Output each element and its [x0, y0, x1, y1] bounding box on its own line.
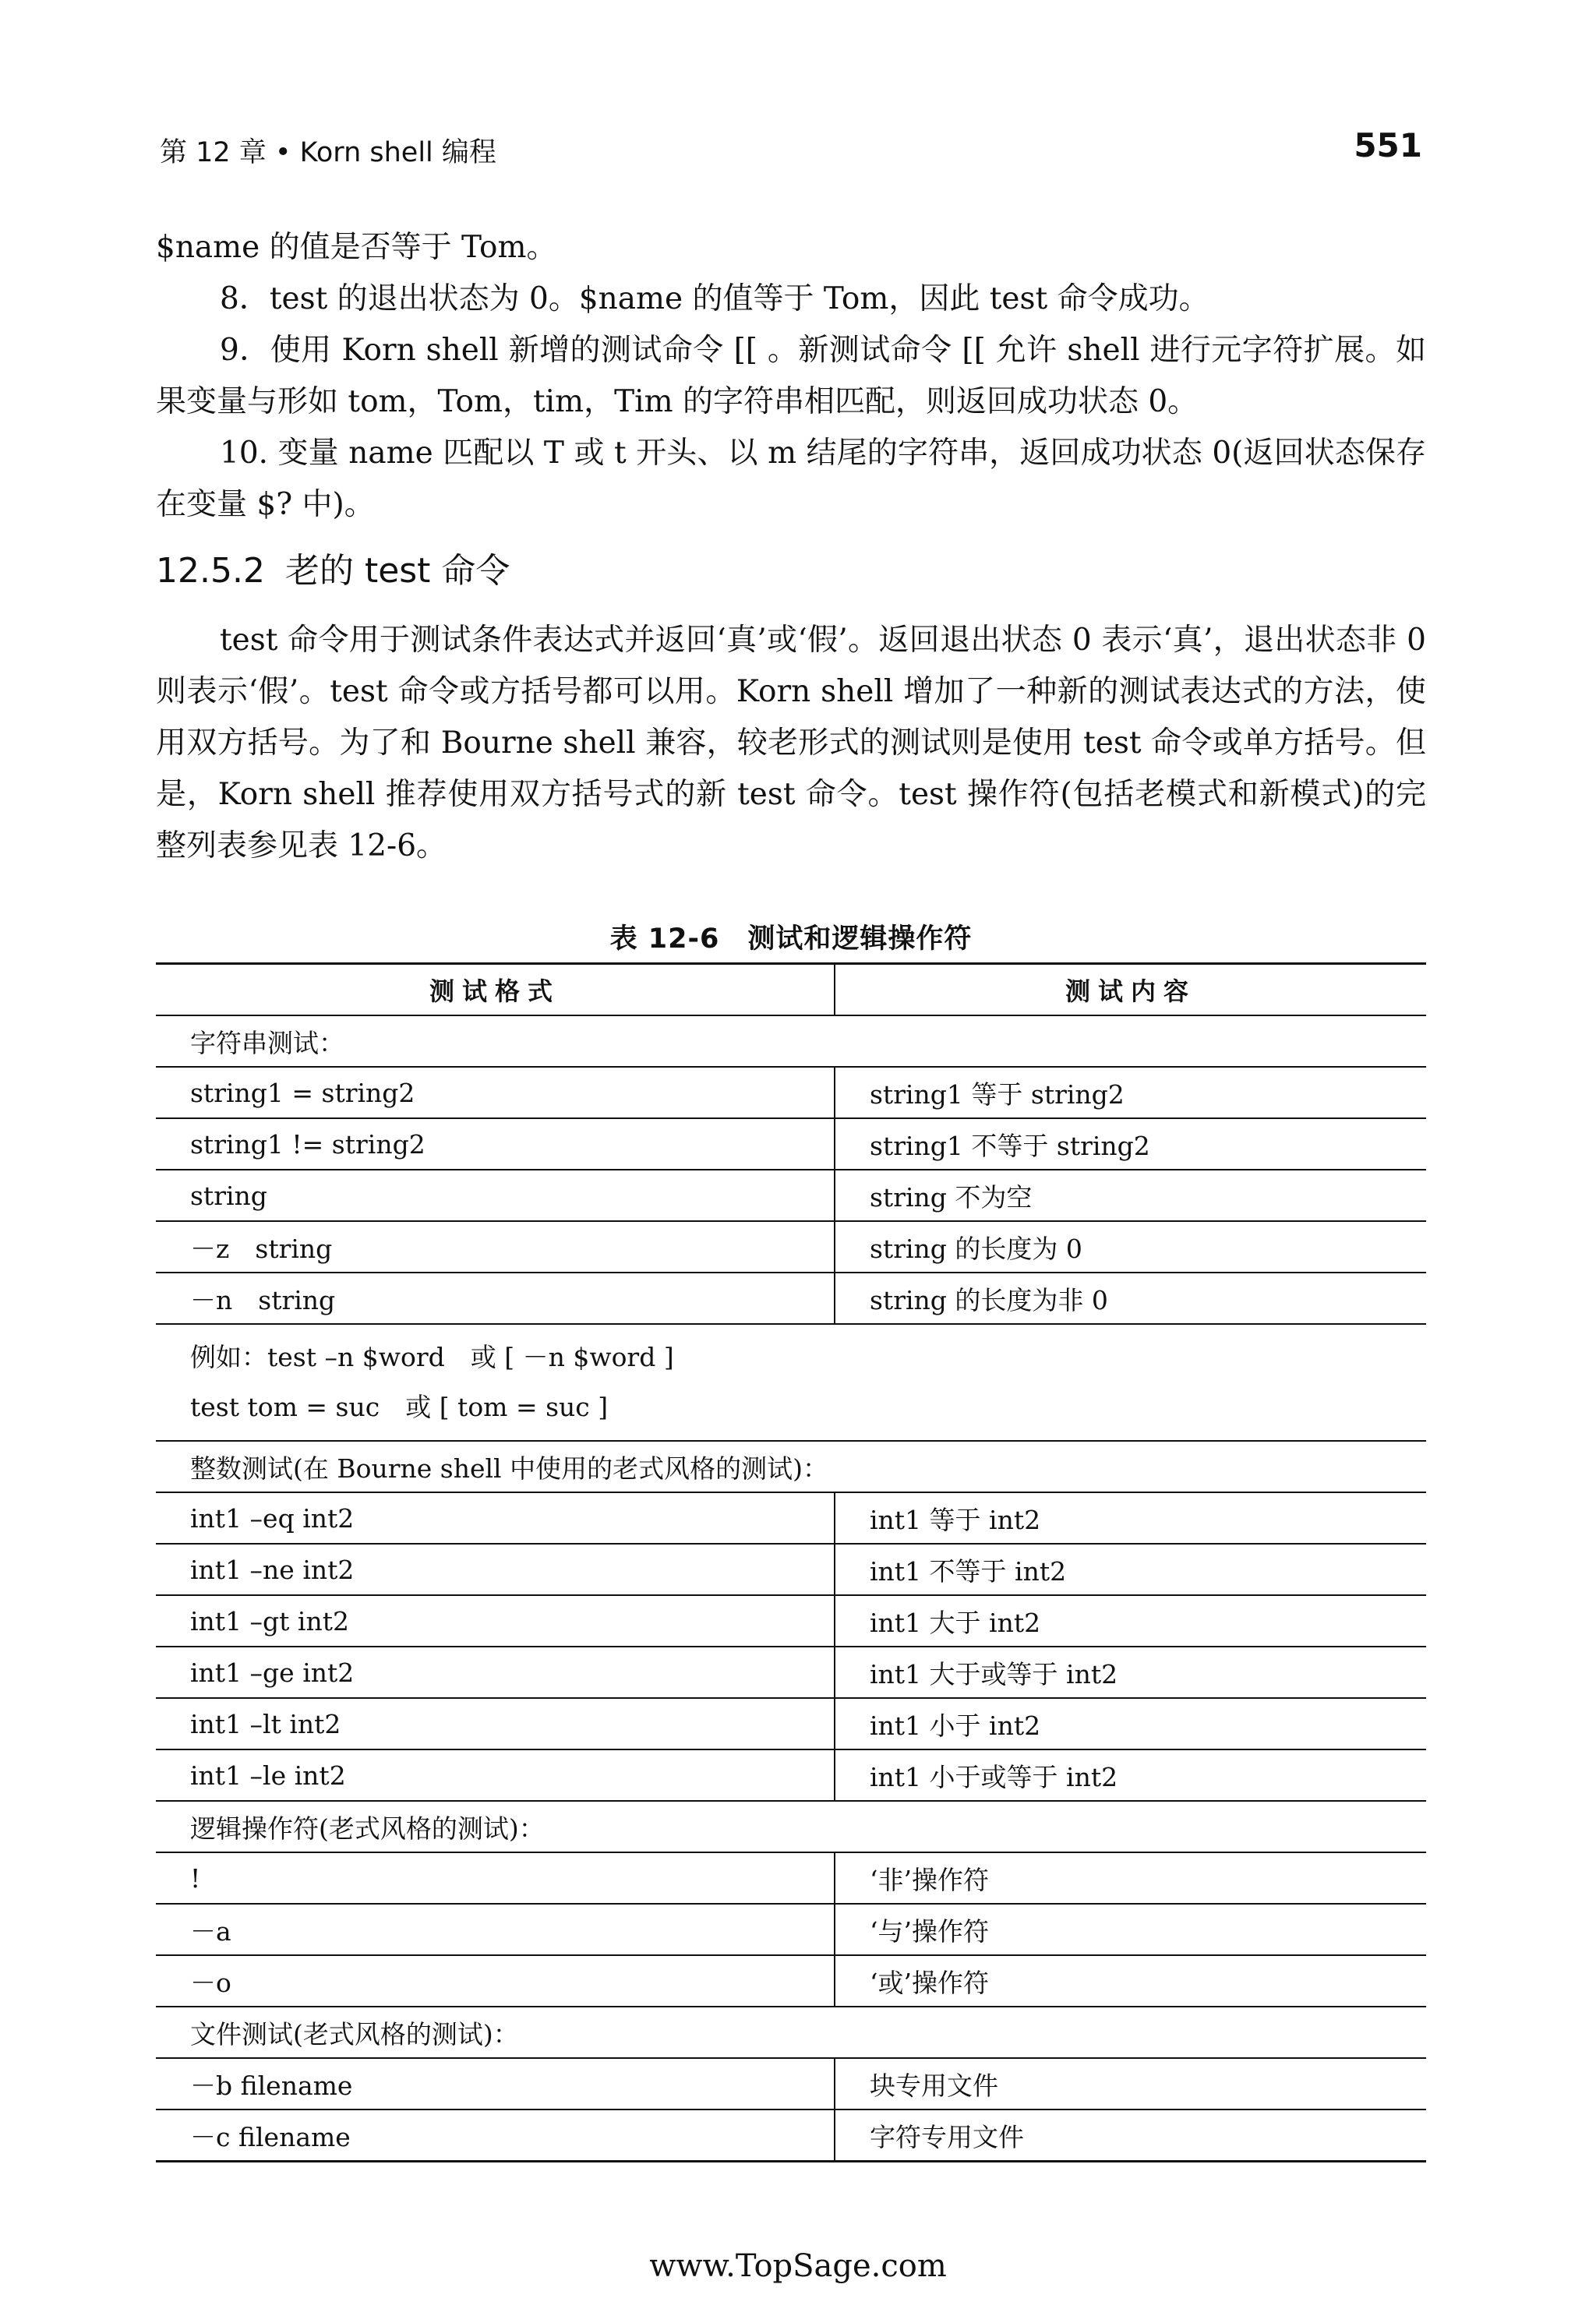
column-header: 测试格式 — [156, 964, 835, 1016]
table-cell: int1 等于 int2 — [835, 1492, 1426, 1544]
table-row — [156, 1698, 1426, 1749]
paragraph: 9．使用 Korn shell 新增的测试命令 [[ 。新测试命令 [[ 允许 shell 进行元字符扩展。如果变量与形如 tom，Tom，tim，Tim 的字符串相匹配，则返回成功状态 0。 — [156, 333, 1426, 419]
table-caption: 表 12-6 测试和逻辑操作符 — [609, 923, 973, 955]
example-row — [156, 1324, 1426, 1441]
table-row — [156, 2109, 1426, 2162]
group-label: 整数测试(在 Bourne shell 中使用的老式风格的测试)： — [156, 1441, 1426, 1492]
section-number: 12.5.2 — [156, 551, 265, 591]
table-cell: －z string — [156, 1221, 835, 1273]
paragraph: 10. 变量 name 匹配以 T 或 t 开头、以 m 结尾的字符串，返回成功状态 0(返回状态保存在变量 $? 中)。 — [156, 436, 1426, 522]
table-row — [156, 1904, 1426, 1955]
running-header — [160, 126, 1422, 170]
table-row — [156, 1852, 1426, 1904]
column-header: 测试内容 — [835, 964, 1426, 1016]
table-cell: －o — [156, 1955, 835, 2007]
table-row — [156, 1647, 1426, 1698]
table-row — [156, 1273, 1426, 1324]
table-cell: int1 –gt int2 — [156, 1595, 835, 1647]
table-cell: int1 小于 int2 — [835, 1698, 1426, 1749]
table-cell: int1 小于或等于 int2 — [835, 1749, 1426, 1801]
table-cell: int1 不等于 int2 — [835, 1544, 1426, 1595]
group-row — [156, 1015, 1426, 1067]
section-paragraph: test 命令用于测试条件表达式并返回‘真’或‘假’。返回退出状态 0 表示‘真’，退出状态非 0 则表示‘假’。test 命令或方括号都可以用。Korn shell 增加了一种新的测试表达式的方法，使用双方括号。为了和 Bourne shell 兼容，较老形式的测试则是使用 test 命令或单方括号。但是，Korn shell 推荐使用双方括号式的新 test 命令。test 操作符(包括老模式和新模式)的完整列表参见表 12-6。 — [156, 623, 1426, 863]
group-row — [156, 1801, 1426, 1852]
table-cell: string1 等于 string2 — [835, 1067, 1426, 1118]
table-cell: －n string — [156, 1273, 835, 1324]
table-cell: string 的长度为 0 — [835, 1221, 1426, 1273]
example-line: test tom = suc 或 [ tom = suc ] — [190, 1392, 609, 1422]
table-cell: string1 != string2 — [156, 1118, 835, 1170]
section-heading — [156, 546, 1426, 596]
table-header-row — [156, 964, 1426, 1016]
table-cell: －c filename — [156, 2109, 835, 2162]
page-body — [156, 222, 1426, 2162]
table-cell: int1 大于 int2 — [835, 1595, 1426, 1647]
table-cell: string1 不等于 string2 — [835, 1118, 1426, 1170]
footer-url: www.TopSage.com — [649, 2248, 947, 2284]
table-cell: string1 = string2 — [156, 1067, 835, 1118]
table-cell: string 不为空 — [835, 1170, 1426, 1221]
table-cell: ‘或’操作符 — [835, 1955, 1426, 2007]
operators-table — [156, 962, 1426, 2162]
chapter-title: 第 12 章 • Korn shell 编程 — [160, 137, 496, 168]
table-row — [156, 1492, 1426, 1544]
group-label: 字符串测试： — [156, 1015, 1426, 1067]
table-cell: string — [156, 1170, 835, 1221]
table-cell: 块专用文件 — [835, 2058, 1426, 2109]
group-row — [156, 2007, 1426, 2058]
table-cell: －b filename — [156, 2058, 835, 2109]
table-row — [156, 1118, 1426, 1170]
table-cell: int1 –ne int2 — [156, 1544, 835, 1595]
group-row — [156, 1441, 1426, 1492]
table-cell: ‘与’操作符 — [835, 1904, 1426, 1955]
table-cell: string 的长度为非 0 — [835, 1273, 1426, 1324]
paragraph: $name 的值是否等于 Tom。 — [156, 230, 557, 265]
group-label: 文件测试(老式风格的测试)： — [156, 2007, 1426, 2058]
table-row — [156, 1749, 1426, 1801]
table-row — [156, 2058, 1426, 2109]
table-cell: int1 –ge int2 — [156, 1647, 835, 1698]
table-cell: int1 –le int2 — [156, 1749, 835, 1801]
table-cell: int1 –eq int2 — [156, 1492, 835, 1544]
table-row — [156, 1067, 1426, 1118]
table-cell: ! — [156, 1852, 835, 1904]
table-row — [156, 1595, 1426, 1647]
table-cell: int1 –lt int2 — [156, 1698, 835, 1749]
table-cell: 字符专用文件 — [835, 2109, 1426, 2162]
table-cell: ‘非’操作符 — [835, 1852, 1426, 1904]
example-cell — [156, 1324, 1426, 1441]
paragraph: 8．test 的退出状态为 0。$name 的值等于 Tom，因此 test 命令成功。 — [220, 281, 1209, 316]
table-row — [156, 1170, 1426, 1221]
page-number: 551 — [1354, 126, 1422, 164]
table-row — [156, 1544, 1426, 1595]
table-cell: int1 大于或等于 int2 — [835, 1647, 1426, 1698]
table-row — [156, 1955, 1426, 2007]
table-cell: －a — [156, 1904, 835, 1955]
group-label: 逻辑操作符(老式风格的测试)： — [156, 1801, 1426, 1852]
table-row — [156, 1221, 1426, 1273]
section-title: 老的 test 命令 — [284, 551, 510, 591]
example-line: 例如：test –n $word 或 [ －n $word ] — [190, 1342, 674, 1372]
